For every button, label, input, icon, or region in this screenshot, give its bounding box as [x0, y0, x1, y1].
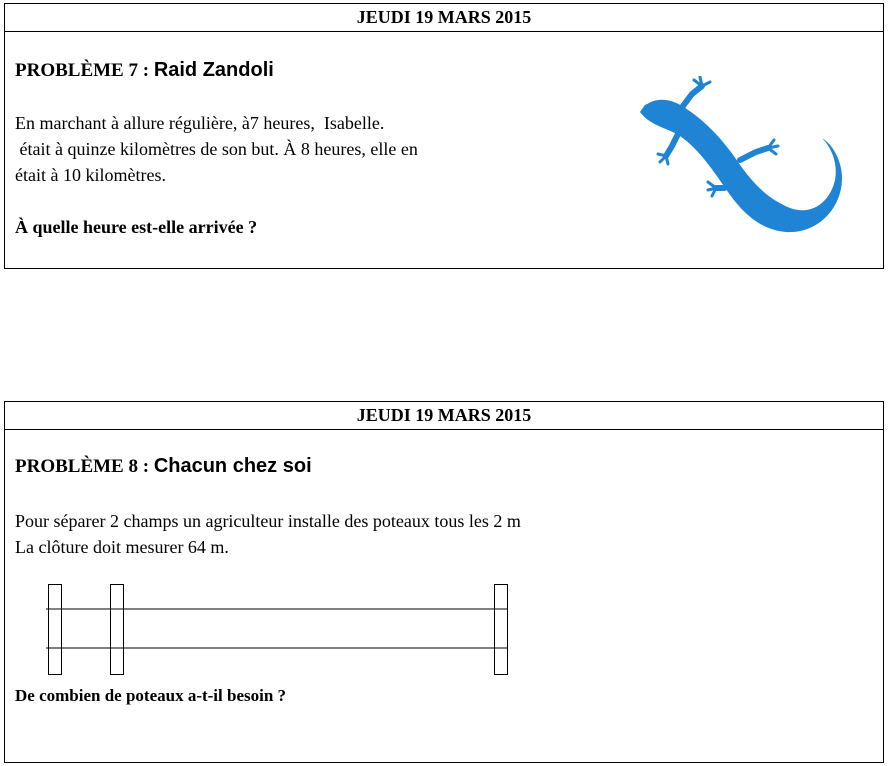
- problem-7-card: [4, 3, 884, 269]
- title-separator: :: [137, 456, 154, 477]
- problem-label: PROBLÈME 8: [15, 456, 138, 477]
- date-header: JEUDI 19 MARS 2015: [5, 402, 883, 430]
- statement-line: était à 10 kilomètres.: [15, 165, 166, 185]
- problem-name: Raid Zandoli: [153, 59, 274, 81]
- statement-line: était à quinze kilomètres de son but. À 8 heures, elle en: [15, 139, 418, 159]
- statement-line: La clôture doit mesurer 64 m.: [15, 537, 229, 557]
- fence-diagram: [45, 582, 515, 678]
- problem-title: [15, 59, 274, 82]
- statement-line: Pour séparer 2 champs un agriculteur installe des poteaux tous les 2 m: [15, 511, 521, 531]
- date-header: JEUDI 19 MARS 2015: [5, 4, 883, 32]
- fence-post: [495, 585, 508, 675]
- title-separator: :: [137, 60, 154, 81]
- problem-title: [15, 455, 312, 478]
- statement-line: En marchant à allure régulière, à7 heures, Isabelle.: [15, 113, 385, 133]
- problem-question: De combien de poteaux a-t-il besoin ?: [15, 686, 287, 705]
- fence-post: [111, 585, 124, 675]
- problem-statement: [15, 508, 521, 560]
- lizard-icon: [630, 76, 845, 236]
- problem-name: Chacun chez soi: [153, 455, 312, 477]
- problem-question: À quelle heure est-elle arrivée ?: [15, 217, 258, 237]
- problem-label: PROBLÈME 7: [15, 60, 138, 81]
- problem-8-card: [4, 401, 884, 763]
- problem-statement: [15, 110, 418, 188]
- fence-post: [49, 585, 62, 675]
